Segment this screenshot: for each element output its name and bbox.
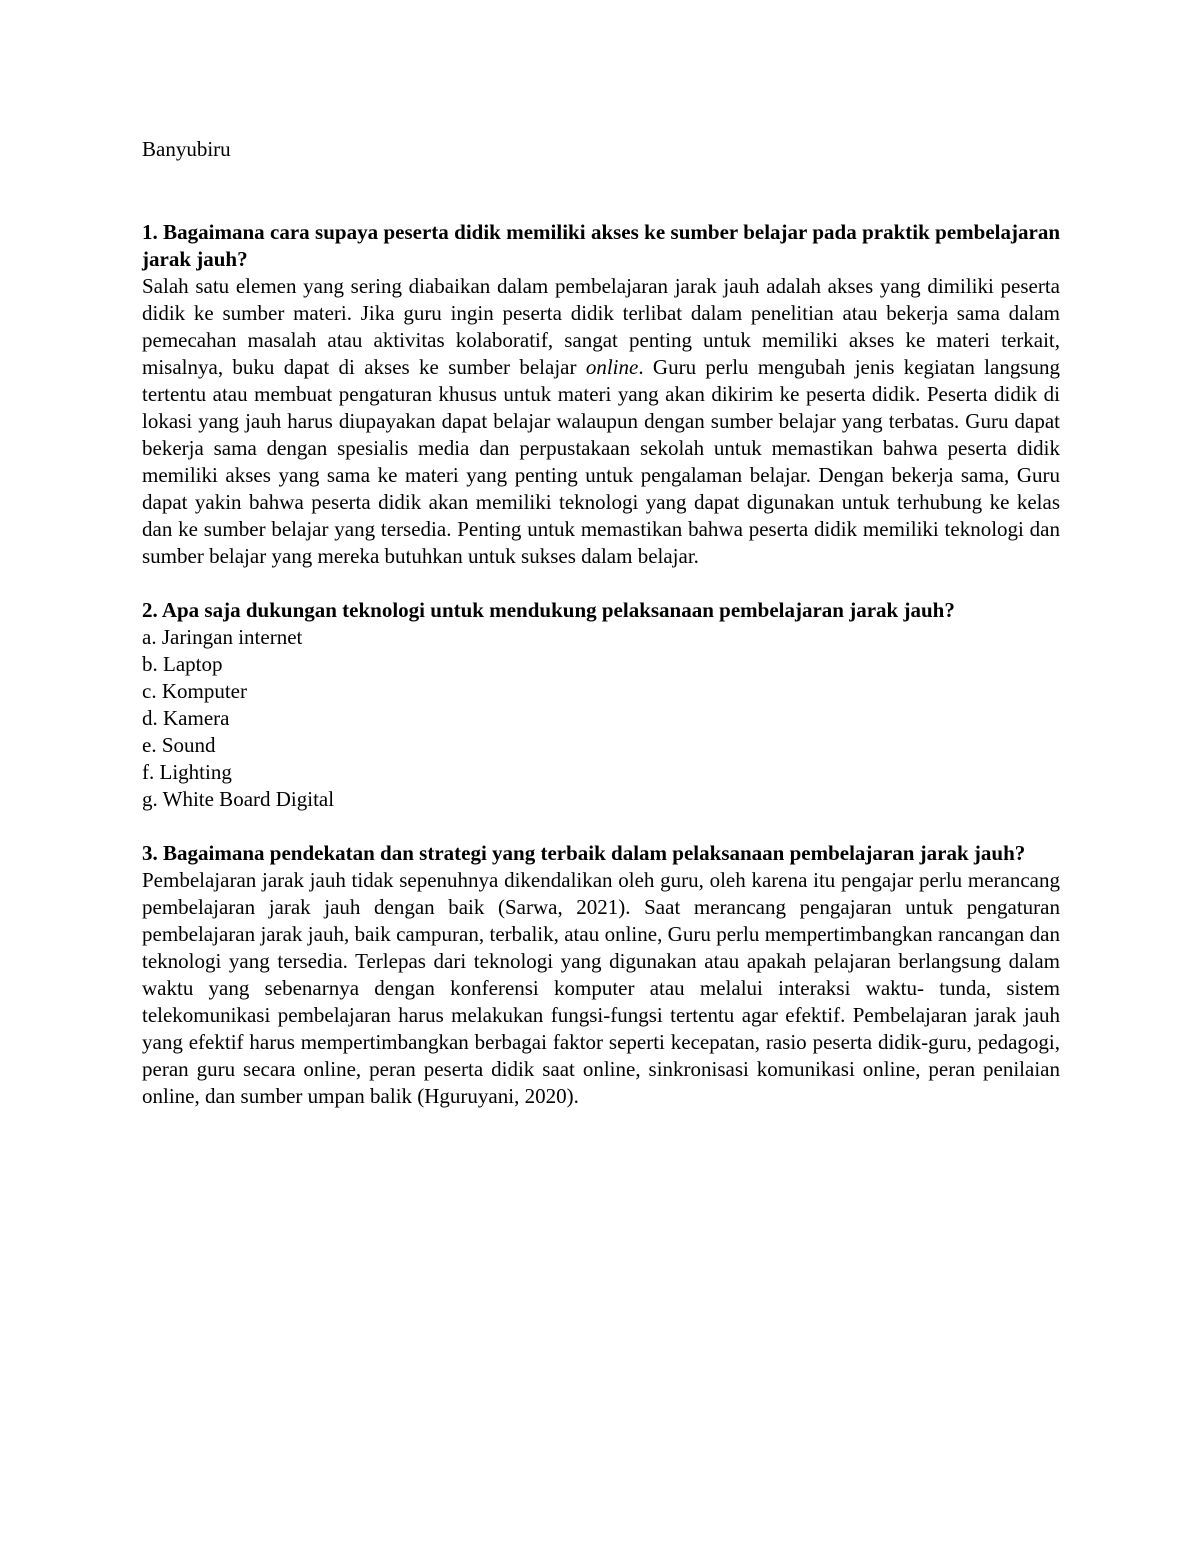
option-item: a. Jaringan internet — [142, 625, 303, 649]
spacer — [142, 163, 1060, 219]
question-1: 1. Bagaimana cara supaya peserta didik memiliki akses ke sumber belajar pada praktik pembelajaran jarak jauh? — [142, 220, 1060, 271]
answer-3: Pembelajaran jarak jauh tidak sepenuhnya dikendalikan oleh guru, oleh karena itu pengajar perlu merancang pembelajaran jarak jauh dengan baik (Sarwa, 2021). Saat merancang pengajaran untuk pengaturan pembelajaran jarak jauh, baik campuran, terbalik, atau online, Guru perlu mempertimbangkan rancangan dan teknologi yang tersedia. Terlepas dari teknologi yang digunakan atau apakah pelajaran berlangsung dalam waktu yang sebenarnya dengan konferensi komputer atau melalui interaksi waktu- tunda, sistem telekomunikasi pembelajaran harus melakukan fungsi-fungsi tertentu agar efektif. Pembelajaran jarak jauh yang efektif harus mempertimbangkan berbagai faktor seperti kecepatan, rasio peserta didik-guru, pedagogi, peran guru secara online, peran peserta didik saat online, sinkronisasi komunikasi online, peran penilaian online, dan sumber umpan balik (Hguruyani, 2020). — [142, 868, 1060, 1108]
option-item: e. Sound — [142, 733, 216, 757]
answer-1-text-end: . Guru perlu mengubah jenis kegiatan langsung tertentu atau membuat pengaturan khusus untuk materi yang akan dikirim ke peserta didik. Peserta didik di lokasi yang jauh harus diupayakan dapat belajar walaupun dengan sumber belajar yang terbatas. Guru dapat bekerja sama dengan spesialis media dan perpustakaan sekolah untuk memastikan bahwa peserta didik memiliki akses yang sama ke materi yang penting untuk pengalaman belajar. Dengan bekerja sama, Guru dapat yakin bahwa peserta didik akan memiliki teknologi yang dapat digunakan untuk terhubung ke kelas dan ke sumber belajar yang tersedia. Penting untuk memastikan bahwa peserta didik memiliki teknologi dan sumber belajar yang mereka butuhkan untuk sukses dalam belajar. — [142, 355, 1060, 568]
document-body — [142, 136, 1060, 1110]
question-3: 3. Bagaimana pendekatan dan strategi yang terbaik dalam pelaksanaan pembelajaran jarak jauh? — [142, 841, 1026, 865]
answer-1-italic-online: online — [585, 355, 639, 379]
answer-1 — [142, 273, 1060, 570]
document-header: Banyubiru — [142, 137, 231, 161]
option-item: c. Komputer — [142, 679, 247, 703]
gap — [142, 570, 1060, 597]
gap — [142, 813, 1060, 840]
option-item: f. Lighting — [142, 760, 232, 784]
option-item: g. White Board Digital — [142, 787, 335, 811]
question-2: 2. Apa saja dukungan teknologi untuk mendukung pelaksanaan pembelajaran jarak jauh? — [142, 598, 955, 622]
answer-2-options — [142, 624, 1060, 813]
answer-1-text-start: Salah satu elemen yang sering diabaikan dalam pembelajaran jarak jauh adalah akses yang dimiliki peserta didik ke sumber materi. Jika guru ingin peserta didik terlibat dalam penelitian atau bekerja sama dalam pemecahan masalah atau aktivitas kolaboratif, sangat penting untuk memiliki akses ke materi terkait, misalnya, buku dapat di akses ke sumber belajar — [142, 274, 1060, 379]
option-item: d. Kamera — [142, 706, 230, 730]
option-item: b. Laptop — [142, 652, 223, 676]
